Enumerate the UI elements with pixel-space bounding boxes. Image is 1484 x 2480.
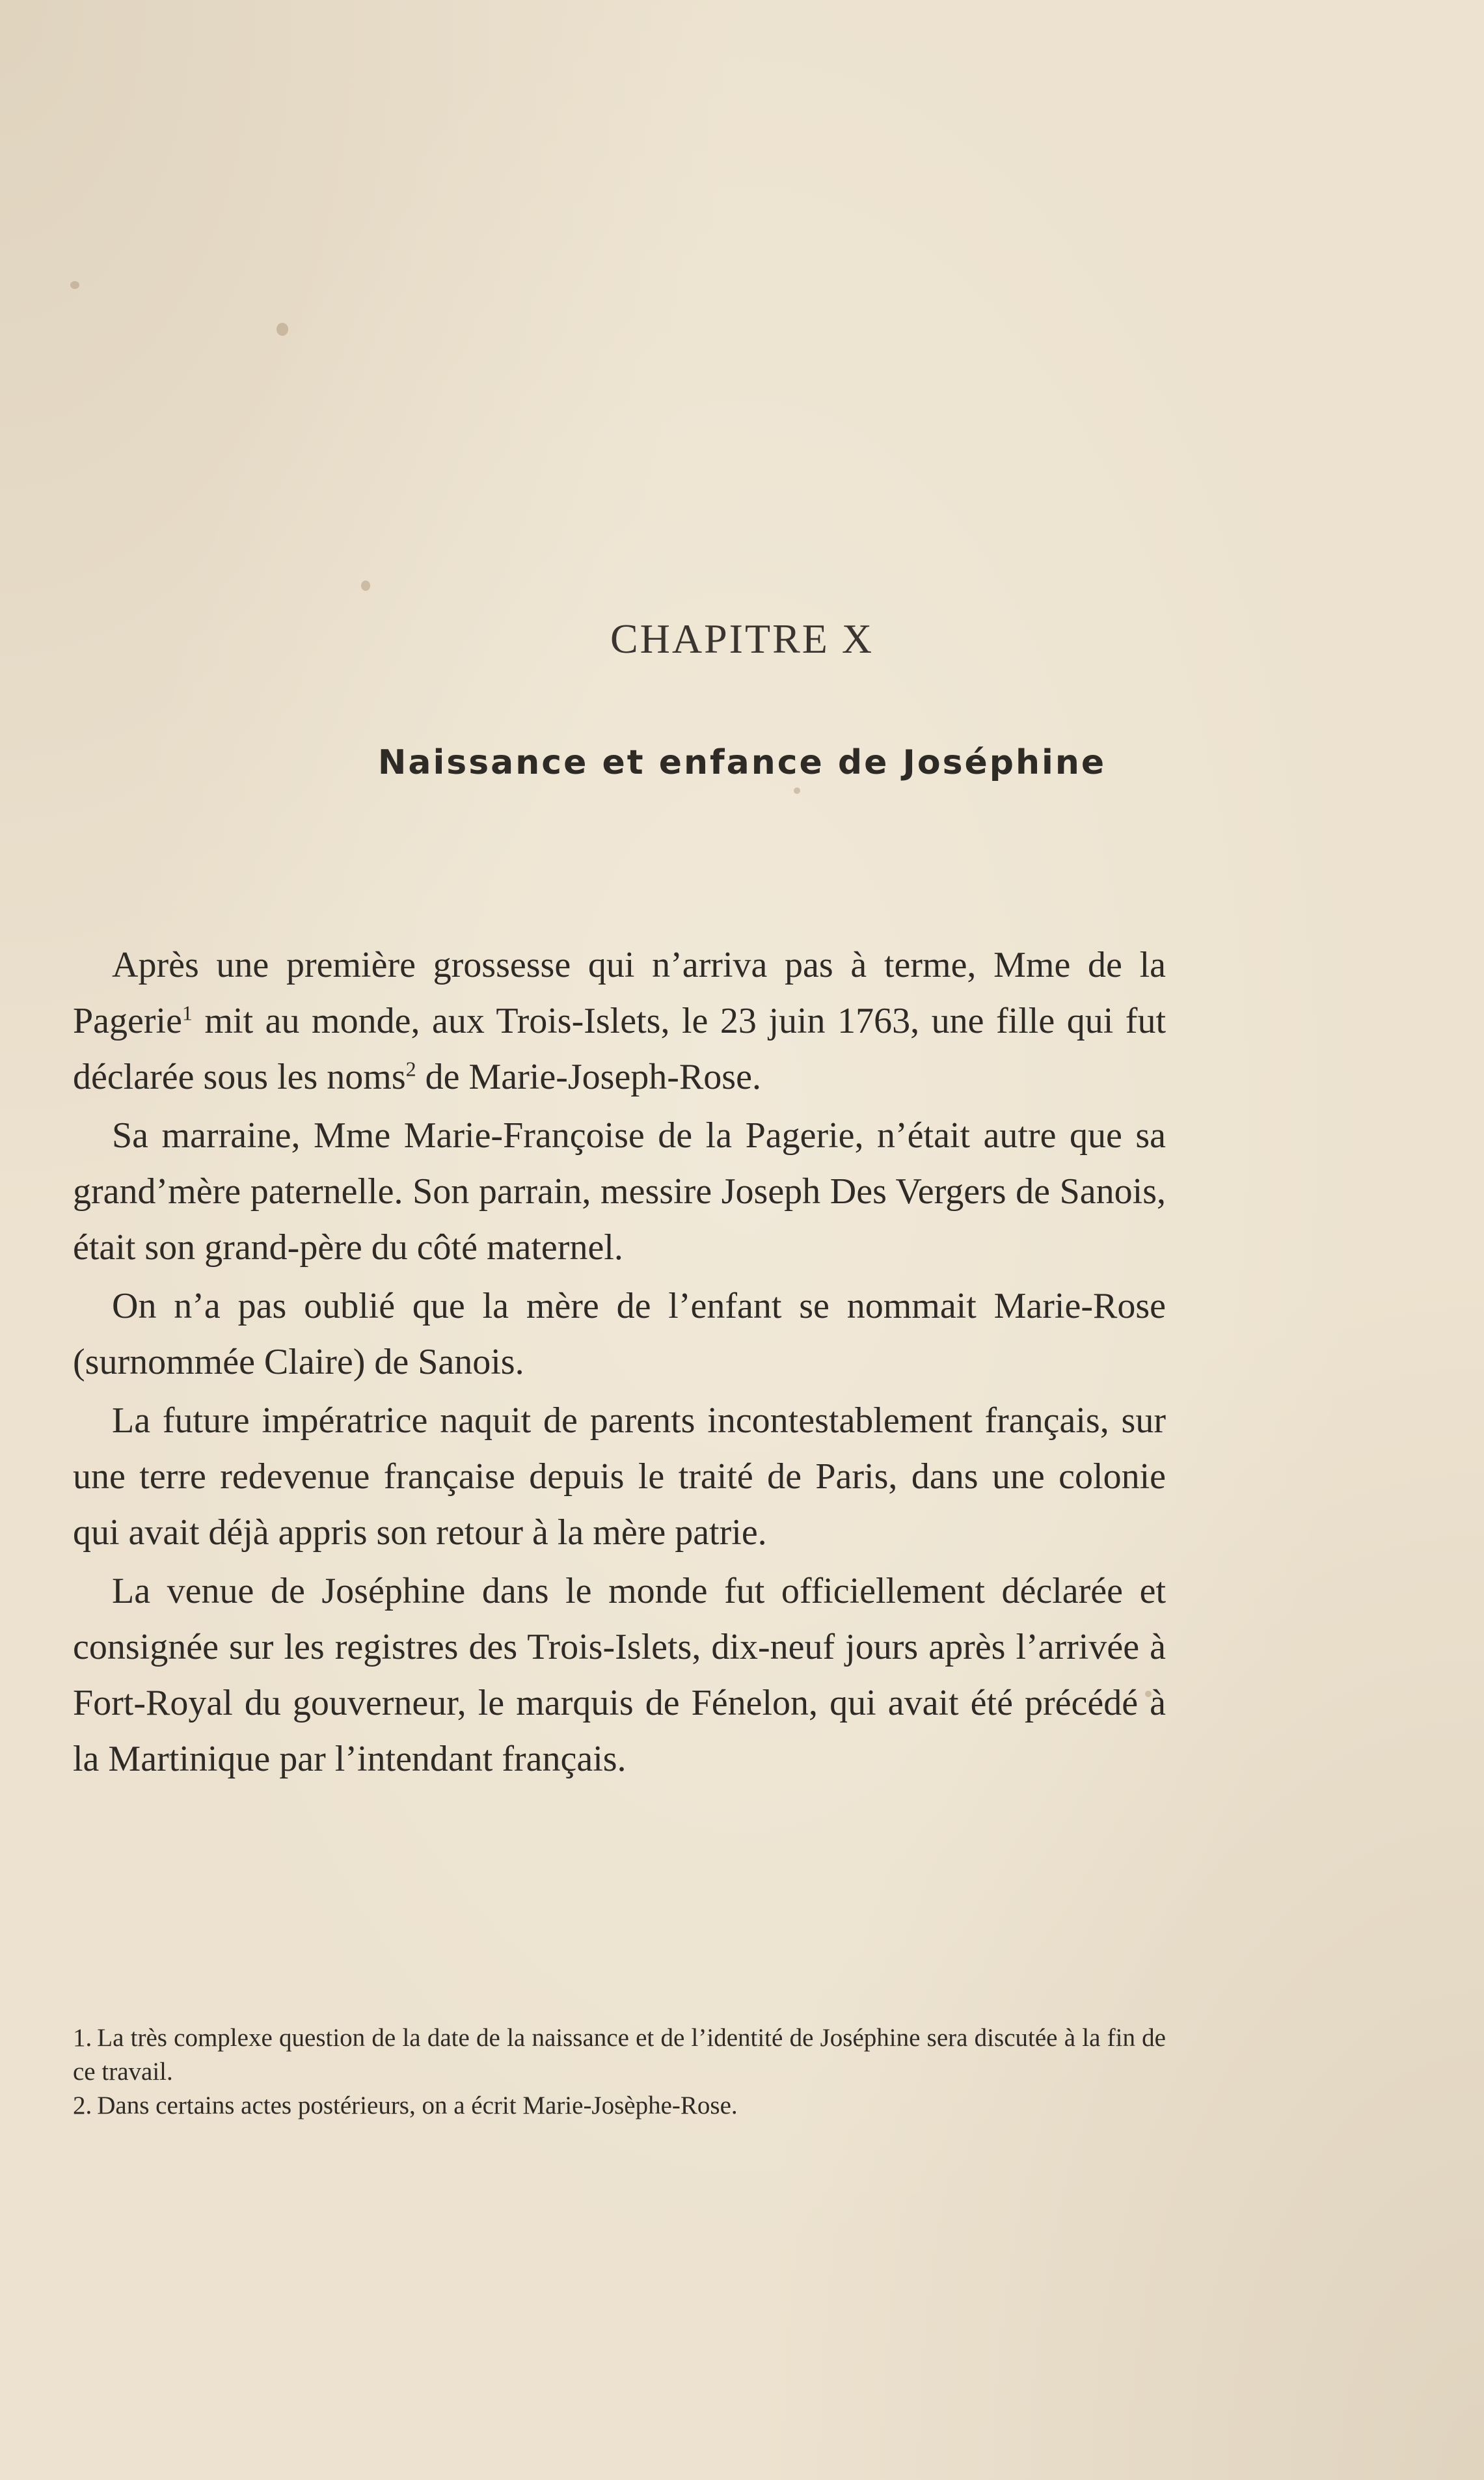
paragraph-text: Après une première grossesse qui n’arriva pas à terme, Mme de la Pagerie xyxy=(73,945,1166,1041)
paragraph: La venue de Joséphine dans le monde fut officiellement déclarée et consignée sur les registres des Trois-Islets, dix-neuf jours après l’arrivée à Fort-Royal du gouverneur, le marquis de Fénelon, qui avait été précédé à la Martinique par l’intendant français. xyxy=(73,1571,1166,1779)
footnote-number: 1. xyxy=(73,2024,92,2052)
chapter-subtitle: Naissance et enfance de Joséphine xyxy=(377,743,1107,782)
footnote-text: Dans certains actes postérieurs, on a écrit Marie-Josèphe-Rose. xyxy=(97,2092,738,2119)
paragraph: Sa marraine, Mme Marie-Françoise de la Pagerie, n’était autre que sa grand’mère paternelle. Son parrain, messire Joseph Des Vergers de Sanois, était son grand-père du côté maternel. xyxy=(73,1115,1166,1268)
paper-speck xyxy=(361,580,370,591)
paragraph-text: de Marie-Joseph-Rose. xyxy=(416,1057,761,1097)
paragraph-text: mit au monde, aux Trois-Islets, le 23 juin 1763, une fille qui fut déclarée sous les noms xyxy=(73,1001,1166,1097)
footnote xyxy=(73,2089,1166,2123)
footnote-reference: 2 xyxy=(405,1057,416,1081)
footnotes xyxy=(73,2021,1166,2123)
paragraph: On n’a pas oublié que la mère de l’enfant se nommait Marie-Rose (surnommée Claire) de Sanois. xyxy=(73,1286,1166,1382)
footnote-reference: 1 xyxy=(182,1001,193,1025)
body-text xyxy=(73,937,1166,1790)
paragraph xyxy=(73,937,1166,1105)
footnote-text: La très complexe question de la date de la naissance et de l’identité de Joséphine sera discutée à la fin de ce travail. xyxy=(73,2024,1166,2086)
chapter-heading: CHAPITRE X xyxy=(610,616,874,662)
paper-speck xyxy=(70,281,79,289)
paragraph: La future impératrice naquit de parents incontestablement français, sur une terre redevenue française depuis le traité de Paris, dans une colonie qui avait déjà appris son retour à la mère patrie. xyxy=(73,1400,1166,1553)
paper-speck xyxy=(794,787,800,794)
paper-speck xyxy=(277,323,288,336)
footnote xyxy=(73,2021,1166,2089)
footnote-number: 2. xyxy=(73,2092,92,2119)
